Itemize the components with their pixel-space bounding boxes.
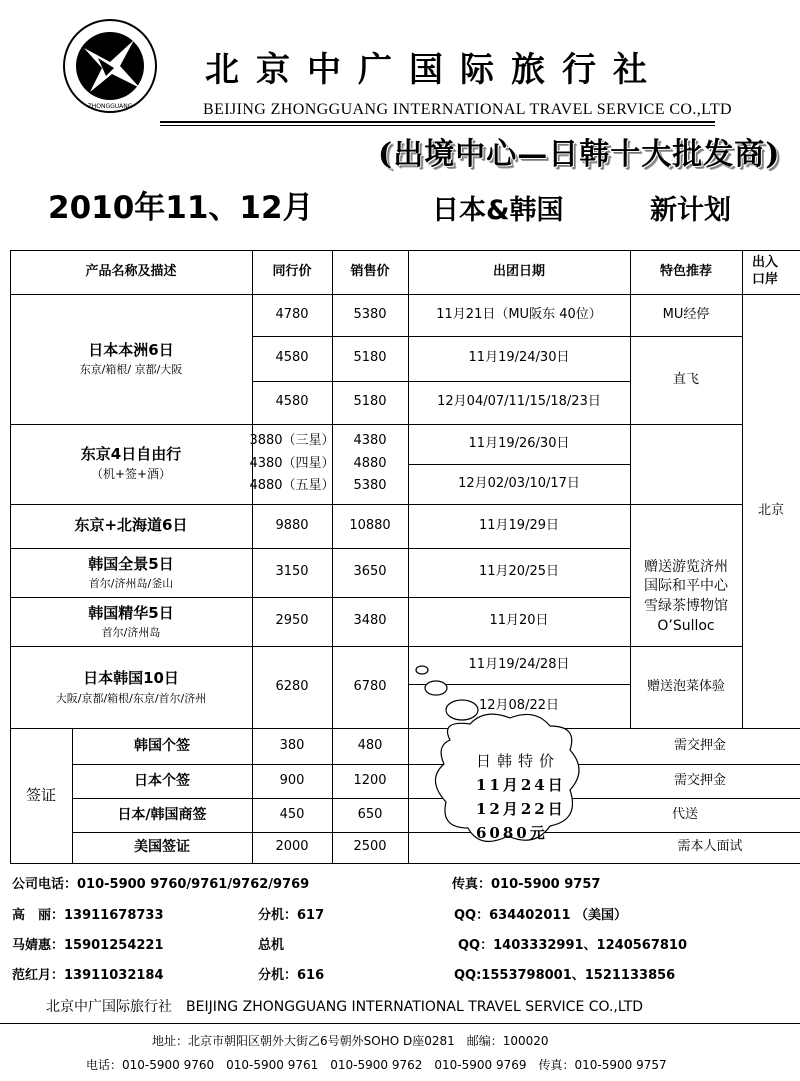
peer-price: 4580 [275, 350, 309, 366]
peer-price: 6280 [275, 678, 309, 694]
product-name: 日本本洲6日 [88, 341, 174, 360]
product-desc: 首尔/济州岛/釜山 [88, 576, 174, 590]
footer-phones: 电话：010-5900 9760 010-5900 9761 010-5900 9762 010-5900 9769 传真：010-5900 9757 [86, 1058, 667, 1072]
sale-price: 5380 [353, 478, 387, 494]
visa-name: 韩国个签 [134, 737, 190, 754]
product-name: 东京+北海道6日 [74, 516, 188, 535]
footer-divider [0, 1023, 800, 1024]
peer-price: 4580 [275, 394, 309, 410]
company-line: 北京中广国际旅行社 BEIJING ZHONGGUANG INTERNATIONAL TRAVEL SERVICE CO.,LTD [46, 999, 644, 1015]
visa-note: 需交押金 [673, 737, 726, 753]
feature-line: O’Sulloc [657, 617, 715, 634]
plan-title: 2010年11、12月 [48, 190, 314, 226]
slogan-banner: (出境中心—日韩十大批发商) [378, 137, 781, 172]
departure-dates: 11月19/24/28日 [468, 656, 570, 672]
header-peer-price: 同行价 [272, 263, 312, 279]
peer-price: 3880（三星） [249, 432, 335, 448]
visa-label: 签证 [25, 786, 56, 805]
sale-price: 4380 [353, 432, 387, 448]
product-desc: 大阪/京都/箱根/东京/首尔/济州 [55, 692, 207, 706]
product-korea-essence-5d [10, 597, 252, 646]
promo-line: 12月22日 [476, 800, 566, 818]
visa-note: 需交押金 [673, 772, 726, 788]
departure-dates: 11月19/29日 [478, 517, 559, 533]
peer-price: 4380（四星） [249, 455, 335, 471]
peer-price: 380 [279, 737, 305, 753]
peer-price: 2950 [275, 613, 309, 629]
header-divider-thin [160, 125, 715, 126]
company-phone: 公司电话：010-5900 9760/9761/9762/9769 [12, 877, 310, 892]
promo-text [476, 749, 566, 845]
feature-line: 赠送游览济州 [644, 558, 728, 575]
departure-dates: 12月08/22日 [478, 697, 559, 713]
promo-line: 11月24日 [476, 776, 566, 794]
peer-price: 3150 [275, 564, 309, 580]
port-beijing: 北京 [757, 502, 784, 518]
sale-price: 4880 [353, 455, 387, 471]
header-dates: 出团日期 [492, 263, 545, 279]
company-name-en: BEIJING ZHONGGUANG INTERNATIONAL TRAVEL SERVICE CO.,LTD [203, 101, 732, 118]
contact-person: 马婧惠：15901254221 [12, 938, 164, 953]
visa-name: 日本个签 [134, 772, 190, 789]
header-divider [160, 121, 715, 123]
product-name: 东京4日自由行 [80, 445, 182, 464]
contact-person: 范红月：13911032184 [12, 968, 164, 983]
product-desc: （机+签+酒） [90, 467, 172, 482]
feature: MU经停 [662, 306, 710, 322]
product-tokyo-free-4d [10, 424, 252, 504]
peer-price: 900 [279, 772, 305, 788]
header-product: 产品名称及描述 [85, 263, 177, 279]
contact-person: 高 丽：13911678733 [12, 908, 164, 923]
header-feature: 特色推荐 [659, 263, 712, 279]
departure-dates: 11月19/24/30日 [468, 350, 570, 366]
company-fax: 传真：010-5900 9757 [452, 877, 601, 892]
product-name: 韩国精华5日 [88, 604, 174, 622]
visa-name: 日本/韩国商签 [117, 806, 207, 823]
sale-price: 3480 [353, 613, 387, 629]
header-sale-price: 销售价 [350, 263, 390, 279]
departure-dates: 11月20日 [489, 613, 549, 629]
sale-price: 1200 [353, 772, 387, 788]
peer-price: 2000 [275, 839, 309, 855]
visa-note: 需本人面试 [677, 839, 743, 855]
sale-price: 5180 [353, 350, 387, 366]
peer-price: 450 [279, 806, 305, 822]
sale-price: 480 [357, 737, 383, 753]
visa-note: 代送 [671, 806, 698, 822]
departure-dates: 12月02/03/10/17日 [458, 475, 580, 491]
feature-line: 国际和平中心 [644, 578, 728, 595]
company-logo [62, 18, 158, 114]
company-name-cn: 北京中广国际旅行社 [205, 50, 664, 90]
departure-dates: 11月21日（MU阪东 40位） [436, 306, 602, 322]
peer-price: 4880（五星） [249, 478, 335, 494]
product-japan-korea-10d [10, 646, 252, 728]
sale-price: 6780 [353, 678, 387, 694]
contact-qq: QQ:1553798001、1521133856 [454, 968, 676, 983]
departure-dates: 11月19/26/30日 [468, 435, 570, 451]
footer-address: 地址：北京市朝阳区朝外大街乙6号朝外SOHO D座0281 邮编：100020 [152, 1034, 549, 1048]
product-desc: 东京/箱根/ 京都/大阪 [79, 362, 183, 376]
product-name: 韩国全景5日 [88, 555, 174, 573]
korea-feature [630, 548, 742, 646]
feature: 赠送泡菜体验 [646, 678, 725, 694]
contact-qq: QQ：634402011 （美国） [454, 908, 628, 923]
plan-new-label: 新计划 [650, 195, 731, 226]
plan-region: 日本&韩国 [432, 195, 564, 226]
sale-price: 650 [357, 806, 383, 822]
svg-text:ZHONGGUANG: ZHONGGUANG [87, 103, 133, 110]
sale-price: 2500 [353, 839, 387, 855]
product-honshu-6d [10, 294, 252, 424]
sale-price: 5380 [353, 306, 387, 322]
contact-extension: 分机：617 [258, 908, 325, 923]
peer-price: 9880 [275, 517, 309, 533]
peer-price: 4780 [275, 306, 309, 322]
header-port: 出入口岸 [751, 255, 778, 287]
product-korea-panorama-5d [10, 548, 252, 597]
departure-dates: 11月20/25日 [478, 564, 559, 580]
contact-qq: QQ：1403332991、1240567810 [458, 938, 688, 953]
sale-price: 3650 [353, 564, 387, 580]
visa-name: 美国签证 [134, 839, 190, 856]
product-tokyo-hokkaido-6d [10, 504, 252, 548]
contact-extension: 总机 [258, 938, 285, 953]
sale-price-tiers [332, 424, 408, 504]
product-name: 日本韩国10日 [83, 669, 179, 688]
product-desc: 首尔/济州岛 [101, 625, 161, 639]
promo-line: 6080元 [476, 824, 548, 842]
sale-price: 5180 [353, 394, 387, 410]
feature-line: 雪绿茶博物馆 [644, 598, 728, 614]
contact-extension: 分机：616 [258, 968, 325, 983]
sale-price: 10880 [349, 517, 391, 533]
departure-dates: 12月04/07/11/15/18/23日 [437, 394, 601, 410]
tour-price-table [10, 250, 800, 864]
promo-line: 日韩特价 [476, 752, 561, 770]
feature: 直飞 [672, 371, 699, 387]
